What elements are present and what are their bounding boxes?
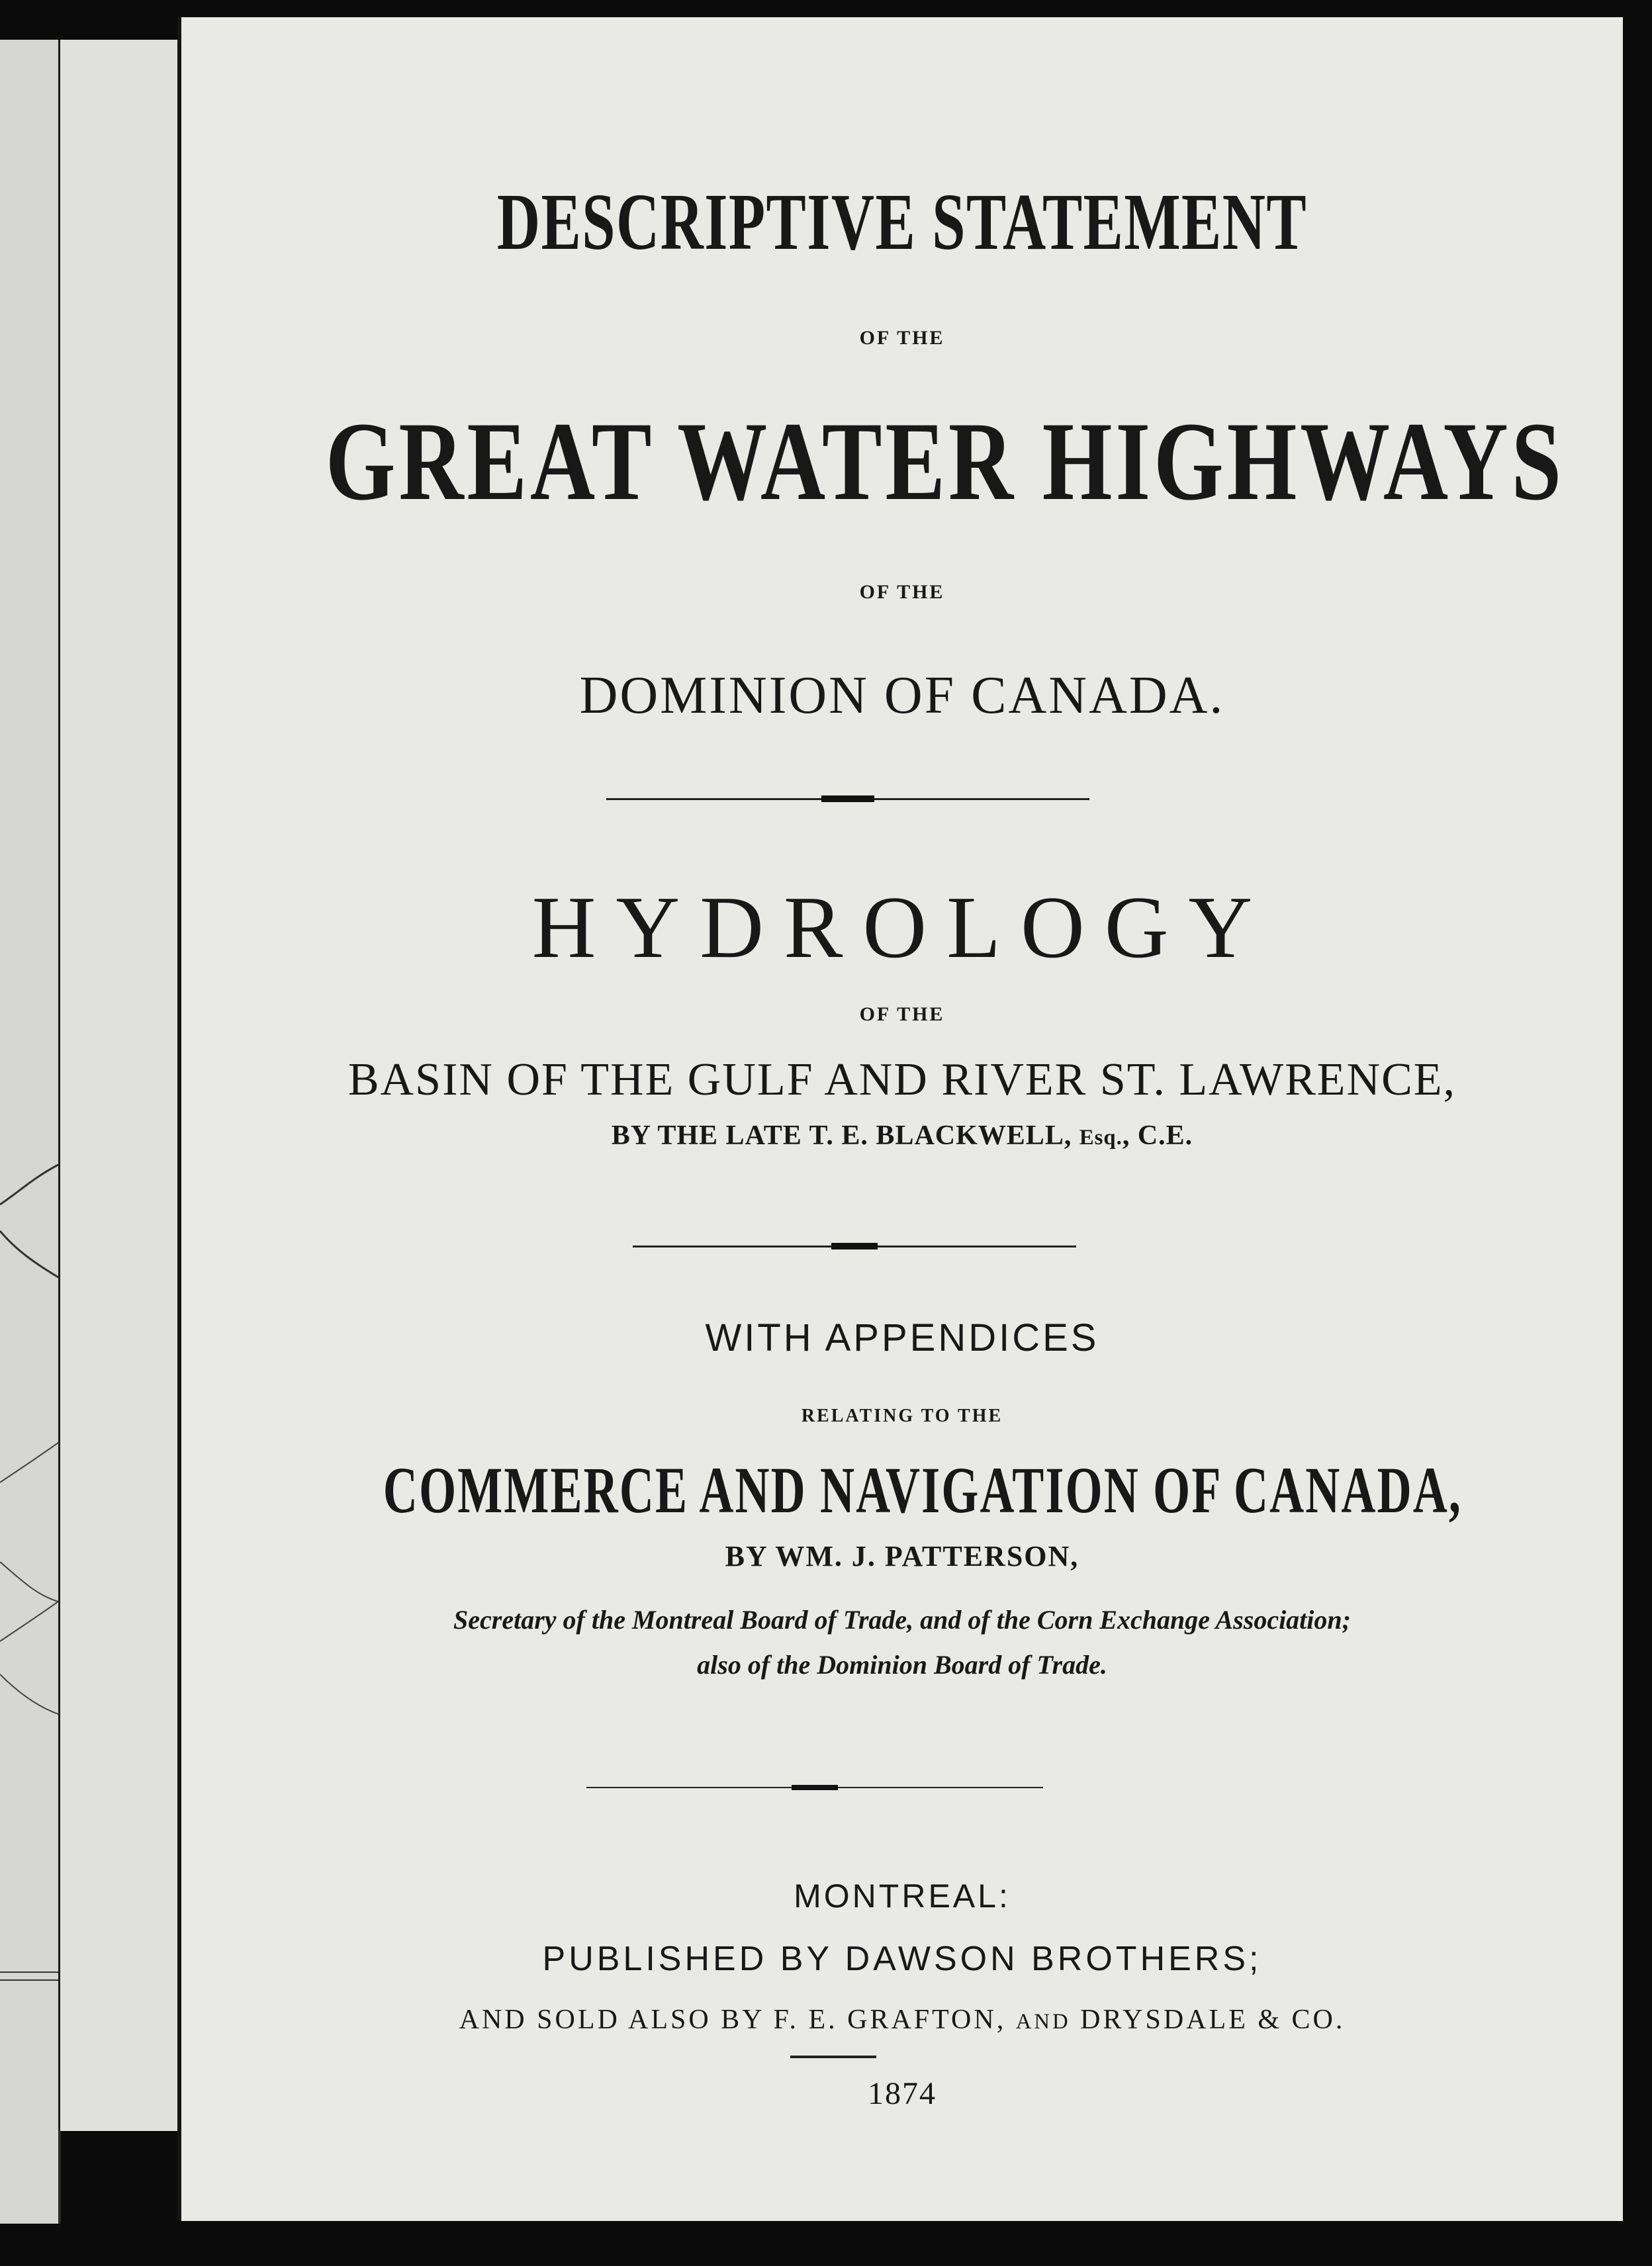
author1-prefix: BY THE LATE T. E. BLACKWELL, <box>611 1120 1079 1151</box>
appendices-heading: WITH APPENDICES <box>705 1316 1099 1359</box>
ornamental-rule-2 <box>633 1246 1076 1247</box>
author-patterson: BY WM. J. PATTERSON, <box>725 1540 1079 1572</box>
author1-esq: Esq. <box>1079 1126 1123 1150</box>
ornamental-rule-3 <box>586 1787 1043 1788</box>
map-lines-graphic <box>0 40 58 2224</box>
title-line-3: DOMINION OF CANADA. <box>579 666 1225 725</box>
subtitle-detail: BASIN OF THE GULF AND RIVER ST. LAWRENCE, <box>347 1054 1457 1105</box>
title-line-2: GREAT WATER HIGHWAYS <box>325 399 1565 523</box>
sold-prefix: AND SOLD ALSO BY F. E. GRAFTON, <box>459 2005 1016 2035</box>
of-the-3: OF THE <box>859 1003 945 1025</box>
relating-to-the: RELATING TO THE <box>801 1406 1003 1426</box>
title-line-1: DESCRIPTIVE STATEMENT <box>496 177 1308 267</box>
sold-suffix: DRYSDALE & CO. <box>1070 2005 1346 2035</box>
subtitle-hydrology: HYDROLOGY <box>531 878 1273 976</box>
title-page <box>177 17 1623 2221</box>
commerce-title: COMMERCE AND NAVIGATION OF CANADA, <box>383 1453 1463 1527</box>
imprint-sold-by <box>181 2004 1623 2036</box>
imprint-publisher: PUBLISHED BY DAWSON BROTHERS; <box>542 1940 1262 1978</box>
sold-and: AND <box>1015 2010 1071 2034</box>
adjacent-map-edge <box>0 40 61 2224</box>
author1-suffix: , C.E. <box>1122 1120 1193 1151</box>
book-spine <box>58 40 182 2131</box>
patterson-role-1: Secretary of the Montreal Board of Trade, and of the Corn Exchange Association; <box>453 1605 1351 1635</box>
of-the-2: OF THE <box>859 581 945 603</box>
year-rule <box>790 2056 876 2058</box>
ornamental-rule-1 <box>606 798 1089 800</box>
of-the-1: OF THE <box>859 327 945 349</box>
imprint-place: MONTREAL: <box>794 1878 1011 1915</box>
publication-year: 1874 <box>868 2076 937 2111</box>
patterson-role-2: also of the Dominion Board of Trade. <box>697 1650 1107 1680</box>
author-blackwell <box>181 1120 1623 1152</box>
